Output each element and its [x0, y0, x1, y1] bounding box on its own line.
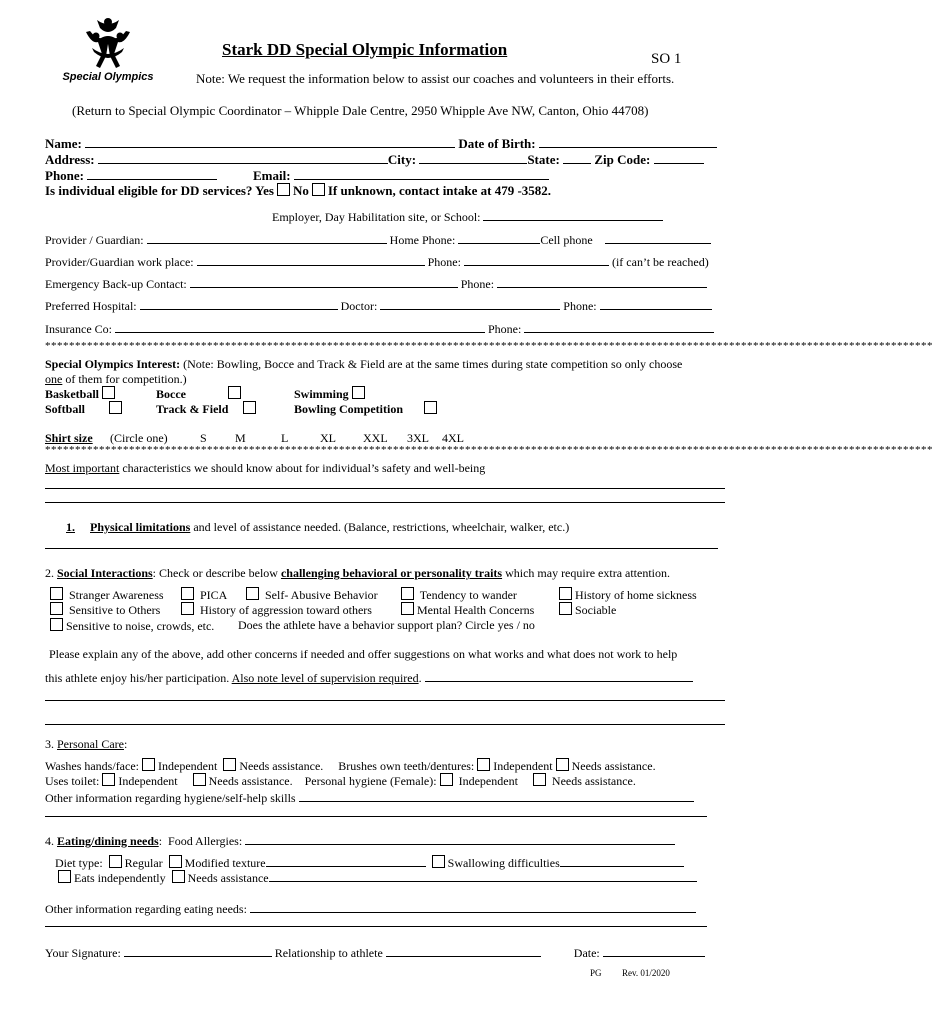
sensitive-noise-option: Sensitive to noise, crowds, etc.: [47, 618, 214, 634]
eating-other-row: Other information regarding eating needs:: [45, 900, 696, 917]
phone-label: Phone: [45, 168, 80, 183]
header-note: Note: We request the information below to assist our coaches and volunteers in their efforts.: [196, 71, 675, 86]
allergies-field[interactable]: [245, 832, 675, 845]
physical-prompt: 1. Physical limitations and level of assistance needed. (Balance, restrictions, wheelchair, walker, etc.): [66, 520, 570, 534]
phone-row: Phone: Email:: [45, 167, 549, 184]
physical-line[interactable]: [45, 548, 718, 549]
sports-interest-label: Special Olympics Interest:: [45, 357, 181, 371]
hygiene-other-field[interactable]: [299, 789, 694, 802]
work-phone-label: Phone:: [427, 255, 461, 269]
hygiene-independent-checkbox[interactable]: [440, 773, 453, 786]
dob-label: Date of Birth: [458, 136, 532, 151]
doctor-label: Doctor:: [340, 299, 378, 313]
return-to: (Return to Special Olympic Coordinator – Whipple Dale Centre, 2950 Whipple Ave NW, Canton, Ohio 44708): [72, 103, 649, 118]
city-label: City: [387, 152, 412, 167]
wander-checkbox[interactable]: [401, 587, 414, 600]
shirt-size-xxl[interactable]: XXL: [363, 431, 388, 445]
work-place-field[interactable]: [197, 253, 425, 266]
softball-option: Softball: [45, 401, 125, 417]
sports-note-line1: [45, 357, 682, 372]
washes-row: Washes hands/face: Independent Needs assistance. Brushes own teeth/dentures: Independent Needs assistance.: [45, 759, 656, 773]
aggression-checkbox[interactable]: [181, 602, 194, 615]
home-phone-field[interactable]: [458, 231, 540, 244]
doctor-phone-label: Phone:: [563, 299, 597, 313]
no-label: No: [292, 183, 309, 198]
basketball-option: Basketball: [45, 386, 118, 402]
explain-line-2: this athlete enjoy his/her participation. Also note level of supervision required.: [45, 669, 693, 686]
washes-independent-checkbox[interactable]: [142, 758, 155, 771]
cell-phone-label: Cell phone: [540, 233, 593, 247]
swimming-option: Swimming: [294, 386, 368, 402]
diet-row: Diet type: Regular Modified texture Swallowing difficulties: [55, 854, 684, 871]
self-abusive-checkbox[interactable]: [246, 587, 259, 600]
shirt-size-4xl[interactable]: 4XL: [442, 431, 464, 445]
bowling-checkbox[interactable]: [424, 401, 437, 414]
swallowing-checkbox[interactable]: [432, 855, 445, 868]
bocce-option: Bocce: [156, 386, 244, 402]
modified-field[interactable]: [266, 854, 426, 867]
pica-checkbox[interactable]: [181, 587, 194, 600]
work-place-row: [45, 253, 709, 270]
phone-field[interactable]: [87, 167, 217, 180]
insurance-phone-field[interactable]: [524, 320, 714, 333]
address-row: Address: City: State: Zip Code:: [45, 151, 704, 168]
page-code: PG: [590, 968, 602, 978]
provider-row: [45, 231, 711, 248]
doctor-field[interactable]: [380, 297, 560, 310]
emergency-label: Emergency Back-up Contact:: [45, 277, 187, 291]
hygiene-other-row: Other information regarding hygiene/self-help skills: [45, 789, 694, 806]
aggression-option: History of aggression toward others: [178, 602, 372, 618]
pica-option: PICA: [178, 587, 227, 603]
insurance-phone-label: Phone:: [487, 322, 522, 336]
insurance-field[interactable]: [115, 320, 485, 333]
characteristics-line-1[interactable]: [45, 488, 725, 489]
sports-note-one: one: [45, 372, 63, 386]
cant-reach-note: (if can’t be reached): [611, 255, 709, 269]
shirt-size-m[interactable]: M: [235, 431, 246, 445]
home-sickness-option: History of home sickness: [556, 587, 697, 603]
emergency-row: [45, 275, 707, 292]
work-place-label: Provider/Guardian work place:: [45, 255, 194, 269]
shirt-size-label: Shirt size: [45, 431, 93, 445]
bowling-option: Bowling Competition: [294, 401, 440, 417]
form-code: SO 1: [651, 51, 682, 67]
stranger-option: Stranger Awareness: [47, 587, 164, 603]
doctor-phone-field[interactable]: [600, 297, 712, 310]
softball-checkbox[interactable]: [109, 401, 122, 414]
logo-text: Special Olympics: [62, 71, 154, 83]
eating-line[interactable]: [45, 926, 707, 927]
characteristics-line-2[interactable]: [45, 502, 725, 503]
mental-health-option: Mental Health Concerns: [398, 602, 534, 618]
unknown-note: If unknown, contact intake at 479 -3582.: [327, 183, 552, 198]
special-olympics-logo: [52, 14, 164, 86]
hospital-field[interactable]: [140, 297, 338, 310]
supervision-field[interactable]: [425, 669, 693, 682]
employer-field[interactable]: [483, 208, 663, 221]
modified-checkbox[interactable]: [169, 855, 182, 868]
insurance-label: Insurance Co:: [45, 322, 112, 336]
sensitive-noise-checkbox[interactable]: [50, 618, 63, 631]
characteristics-prompt: Most important characteristics we should know about for individual’s safety and well-being: [45, 461, 486, 475]
star-divider: ****************************************************************************************************************************************************: [45, 340, 933, 352]
cell-phone-field[interactable]: [605, 231, 711, 244]
revision: Rev. 01/2020: [622, 968, 670, 978]
home-sickness-checkbox[interactable]: [559, 587, 572, 600]
brushes-needs-checkbox[interactable]: [556, 758, 569, 771]
insurance-row: [45, 320, 714, 337]
social-line-2[interactable]: [45, 724, 725, 725]
mental-health-checkbox[interactable]: [401, 602, 414, 615]
eligible-question: Is individual eligible for DD services? Yes: [45, 183, 274, 198]
eating-row: 4. Eating/dining needs: Food Allergies:: [45, 832, 675, 849]
hospital-row: [45, 297, 712, 314]
eats-independently-checkbox[interactable]: [58, 870, 71, 883]
provider-field[interactable]: [147, 231, 387, 244]
address-label: Address: [45, 152, 91, 167]
shirt-size-xl[interactable]: XL: [320, 431, 336, 445]
employer-row: [272, 208, 663, 225]
explain-line-1: Please explain any of the above, add other concerns if needed and offer suggestions on what works and what does not work to help: [49, 647, 678, 661]
dob-field[interactable]: [539, 135, 717, 148]
eating-other-field[interactable]: [250, 900, 696, 913]
social-prompt: 2. Social Interactions: Check or describe below challenging behavioral or personality traits which may require extra attention.: [45, 566, 671, 580]
yes-checkbox[interactable]: [277, 183, 290, 196]
washes-needs-checkbox[interactable]: [223, 758, 236, 771]
signature-row: Your Signature: Relationship to athlete Date:: [45, 944, 705, 961]
toilet-row: Uses toilet: Independent Needs assistance. Personal hygiene (Female): Independent Needs assistance.: [45, 774, 636, 788]
eating-needs-field[interactable]: [269, 869, 697, 882]
eats-row: Eats independently Needs assistance: [55, 869, 697, 886]
social-line-1[interactable]: [45, 700, 725, 701]
relationship-field[interactable]: [386, 944, 541, 957]
brushes-independent-checkbox[interactable]: [477, 758, 490, 771]
email-label: Email:: [253, 168, 291, 183]
toilet-independent-checkbox[interactable]: [102, 773, 115, 786]
emergency-phone-label: Phone:: [460, 277, 495, 291]
zip-field[interactable]: [654, 151, 704, 164]
sociable-checkbox[interactable]: [559, 602, 572, 615]
address-field[interactable]: [98, 151, 388, 164]
date-field[interactable]: [603, 944, 705, 957]
personal-care-heading: 3. Personal Care:: [45, 737, 128, 751]
toilet-needs-checkbox[interactable]: [193, 773, 206, 786]
no-checkbox[interactable]: [312, 183, 325, 196]
shirt-circle-note: (Circle one): [110, 431, 168, 445]
name-label: Name: [45, 136, 78, 151]
state-field[interactable]: [563, 151, 591, 164]
eating-needs-checkbox[interactable]: [172, 870, 185, 883]
swimming-checkbox[interactable]: [352, 386, 365, 399]
email-field[interactable]: [294, 167, 549, 180]
track-checkbox[interactable]: [243, 401, 256, 414]
work-phone-field[interactable]: [464, 253, 609, 266]
name-row: Name: Date of Birth:: [45, 135, 717, 152]
swallowing-field[interactable]: [560, 854, 684, 867]
name-field[interactable]: [85, 135, 455, 148]
shirt-size-l[interactable]: L: [281, 431, 289, 445]
hygiene-needs-checkbox[interactable]: [533, 773, 546, 786]
hygiene-line[interactable]: [45, 816, 707, 817]
provider-label: Provider / Guardian:: [45, 233, 144, 247]
emergency-phone-field[interactable]: [497, 275, 707, 288]
sensitive-others-option: Sensitive to Others: [47, 602, 160, 618]
regular-checkbox[interactable]: [109, 855, 122, 868]
signature-field[interactable]: [124, 944, 272, 957]
eligible-row: [45, 183, 551, 199]
bocce-checkbox[interactable]: [228, 386, 241, 399]
state-label: State: [527, 152, 556, 167]
employer-label: Employer, Day Habilitation site, or School:: [272, 210, 481, 224]
city-field[interactable]: [419, 151, 527, 164]
stranger-checkbox[interactable]: [50, 587, 63, 600]
sports-note: (Note: Bowling, Bocce and Track & Field are at the same times during state competition so only choose: [183, 357, 683, 371]
hospital-label: Preferred Hospital:: [45, 299, 137, 313]
star-divider-2: ****************************************************************************************************************************************************: [45, 444, 933, 456]
behavior-plan-question: Does the athlete have a behavior support plan? Circle yes / no: [238, 618, 535, 632]
sports-note-line2: one of them for competition.): [45, 372, 187, 386]
form-title: Stark DD Special Olympic Information: [222, 40, 508, 59]
self-abusive-option: Self- Abusive Behavior: [243, 587, 378, 603]
wander-option: Tendency to wander: [398, 587, 517, 603]
track-option: Track & Field: [156, 401, 259, 417]
basketball-checkbox[interactable]: [102, 386, 115, 399]
sociable-option: Sociable: [556, 602, 616, 618]
emergency-field[interactable]: [190, 275, 458, 288]
shirt-size-3xl[interactable]: 3XL: [407, 431, 429, 445]
home-phone-label: Home Phone:: [389, 233, 456, 247]
zip-label: Zip Code: [594, 152, 646, 167]
shirt-size-s[interactable]: S: [200, 431, 207, 445]
sensitive-others-checkbox[interactable]: [50, 602, 63, 615]
